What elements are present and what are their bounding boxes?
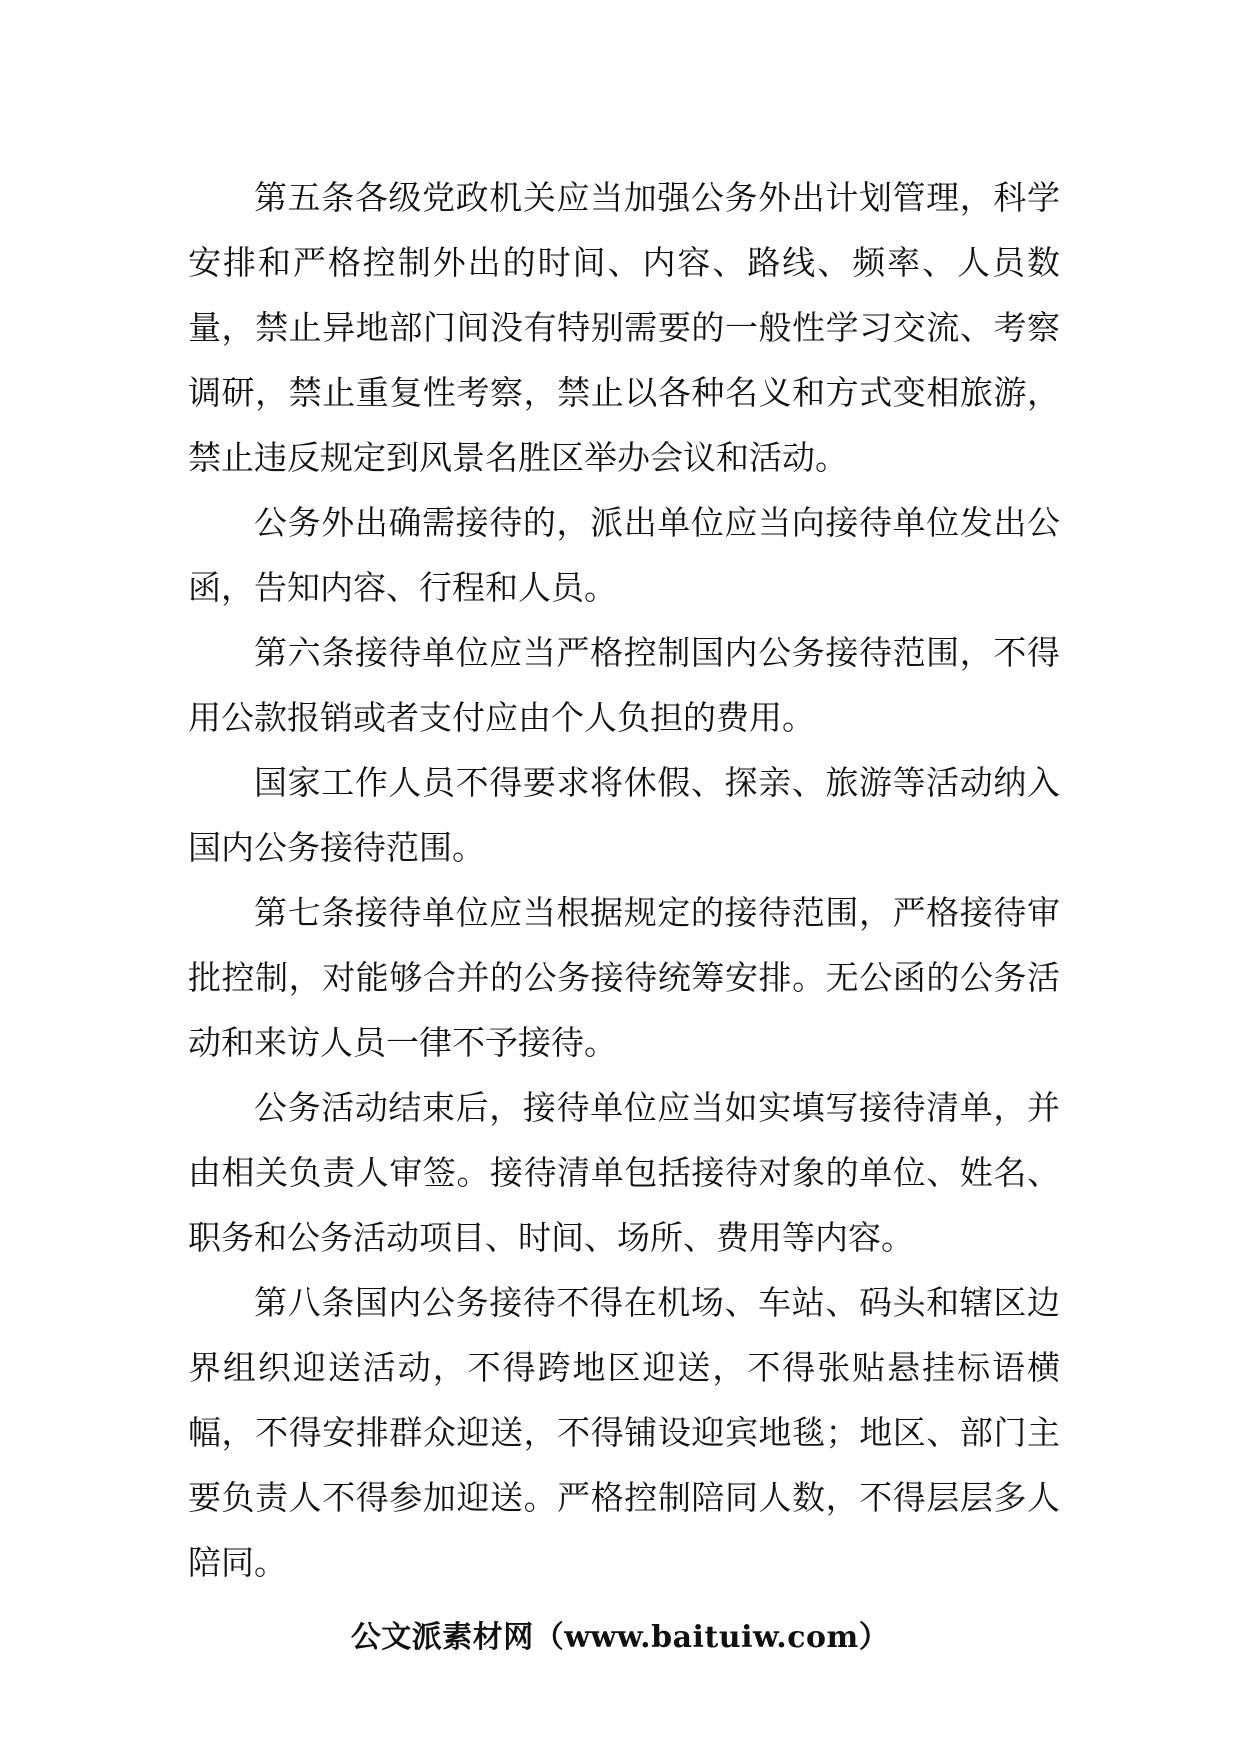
paragraph-article-6: 第六条接待单位应当严格控制国内公务接待范围，不得用公款报销或者支付应由个人负担的费用。	[188, 633, 1060, 737]
paragraph-official-letter: 公务外出确需接待的，派出单位应当向接待单位发出公函，告知内容、行程和人员。	[188, 503, 1060, 607]
paragraph-article-5: 第五条各级党政机关应当加强公务外出计划管理，科学安排和严格控制外出的时间、内容、路线、频率、人员数量，禁止异地部门间没有特别需要的一般性学习交流、考察调研，禁止重复性考察，禁止以各种名义和方式变相旅游，禁止违反规定到风景名胜区举办会议和活动。	[188, 178, 1060, 477]
paragraph-reception-list: 公务活动结束后，接待单位应当如实填写接待清单，并由相关负责人审签。接待清单包括接待对象的单位、姓名、职务和公务活动项目、时间、场所、费用等内容。	[188, 1088, 1060, 1257]
paragraph-article-8: 第八条国内公务接待不得在机场、车站、码头和辖区边界组织迎送活动，不得跨地区迎送，不得张贴悬挂标语横幅，不得安排群众迎送，不得铺设迎宾地毯；地区、部门主要负责人不得参加迎送。严格控制陪同人数，不得层层多人陪同。	[188, 1283, 1060, 1582]
paragraph-article-7: 第七条接待单位应当根据规定的接待范围，严格接待审批控制，对能够合并的公务接待统筹安排。无公函的公务活动和来访人员一律不予接待。	[188, 893, 1060, 1062]
document-body	[188, 165, 1060, 1595]
paragraph-staff-restriction: 国家工作人员不得要求将休假、探亲、旅游等活动纳入国内公务接待范围。	[188, 763, 1060, 867]
footer-source: 公文派素材网（www.baituiw.com）	[350, 1620, 890, 1655]
